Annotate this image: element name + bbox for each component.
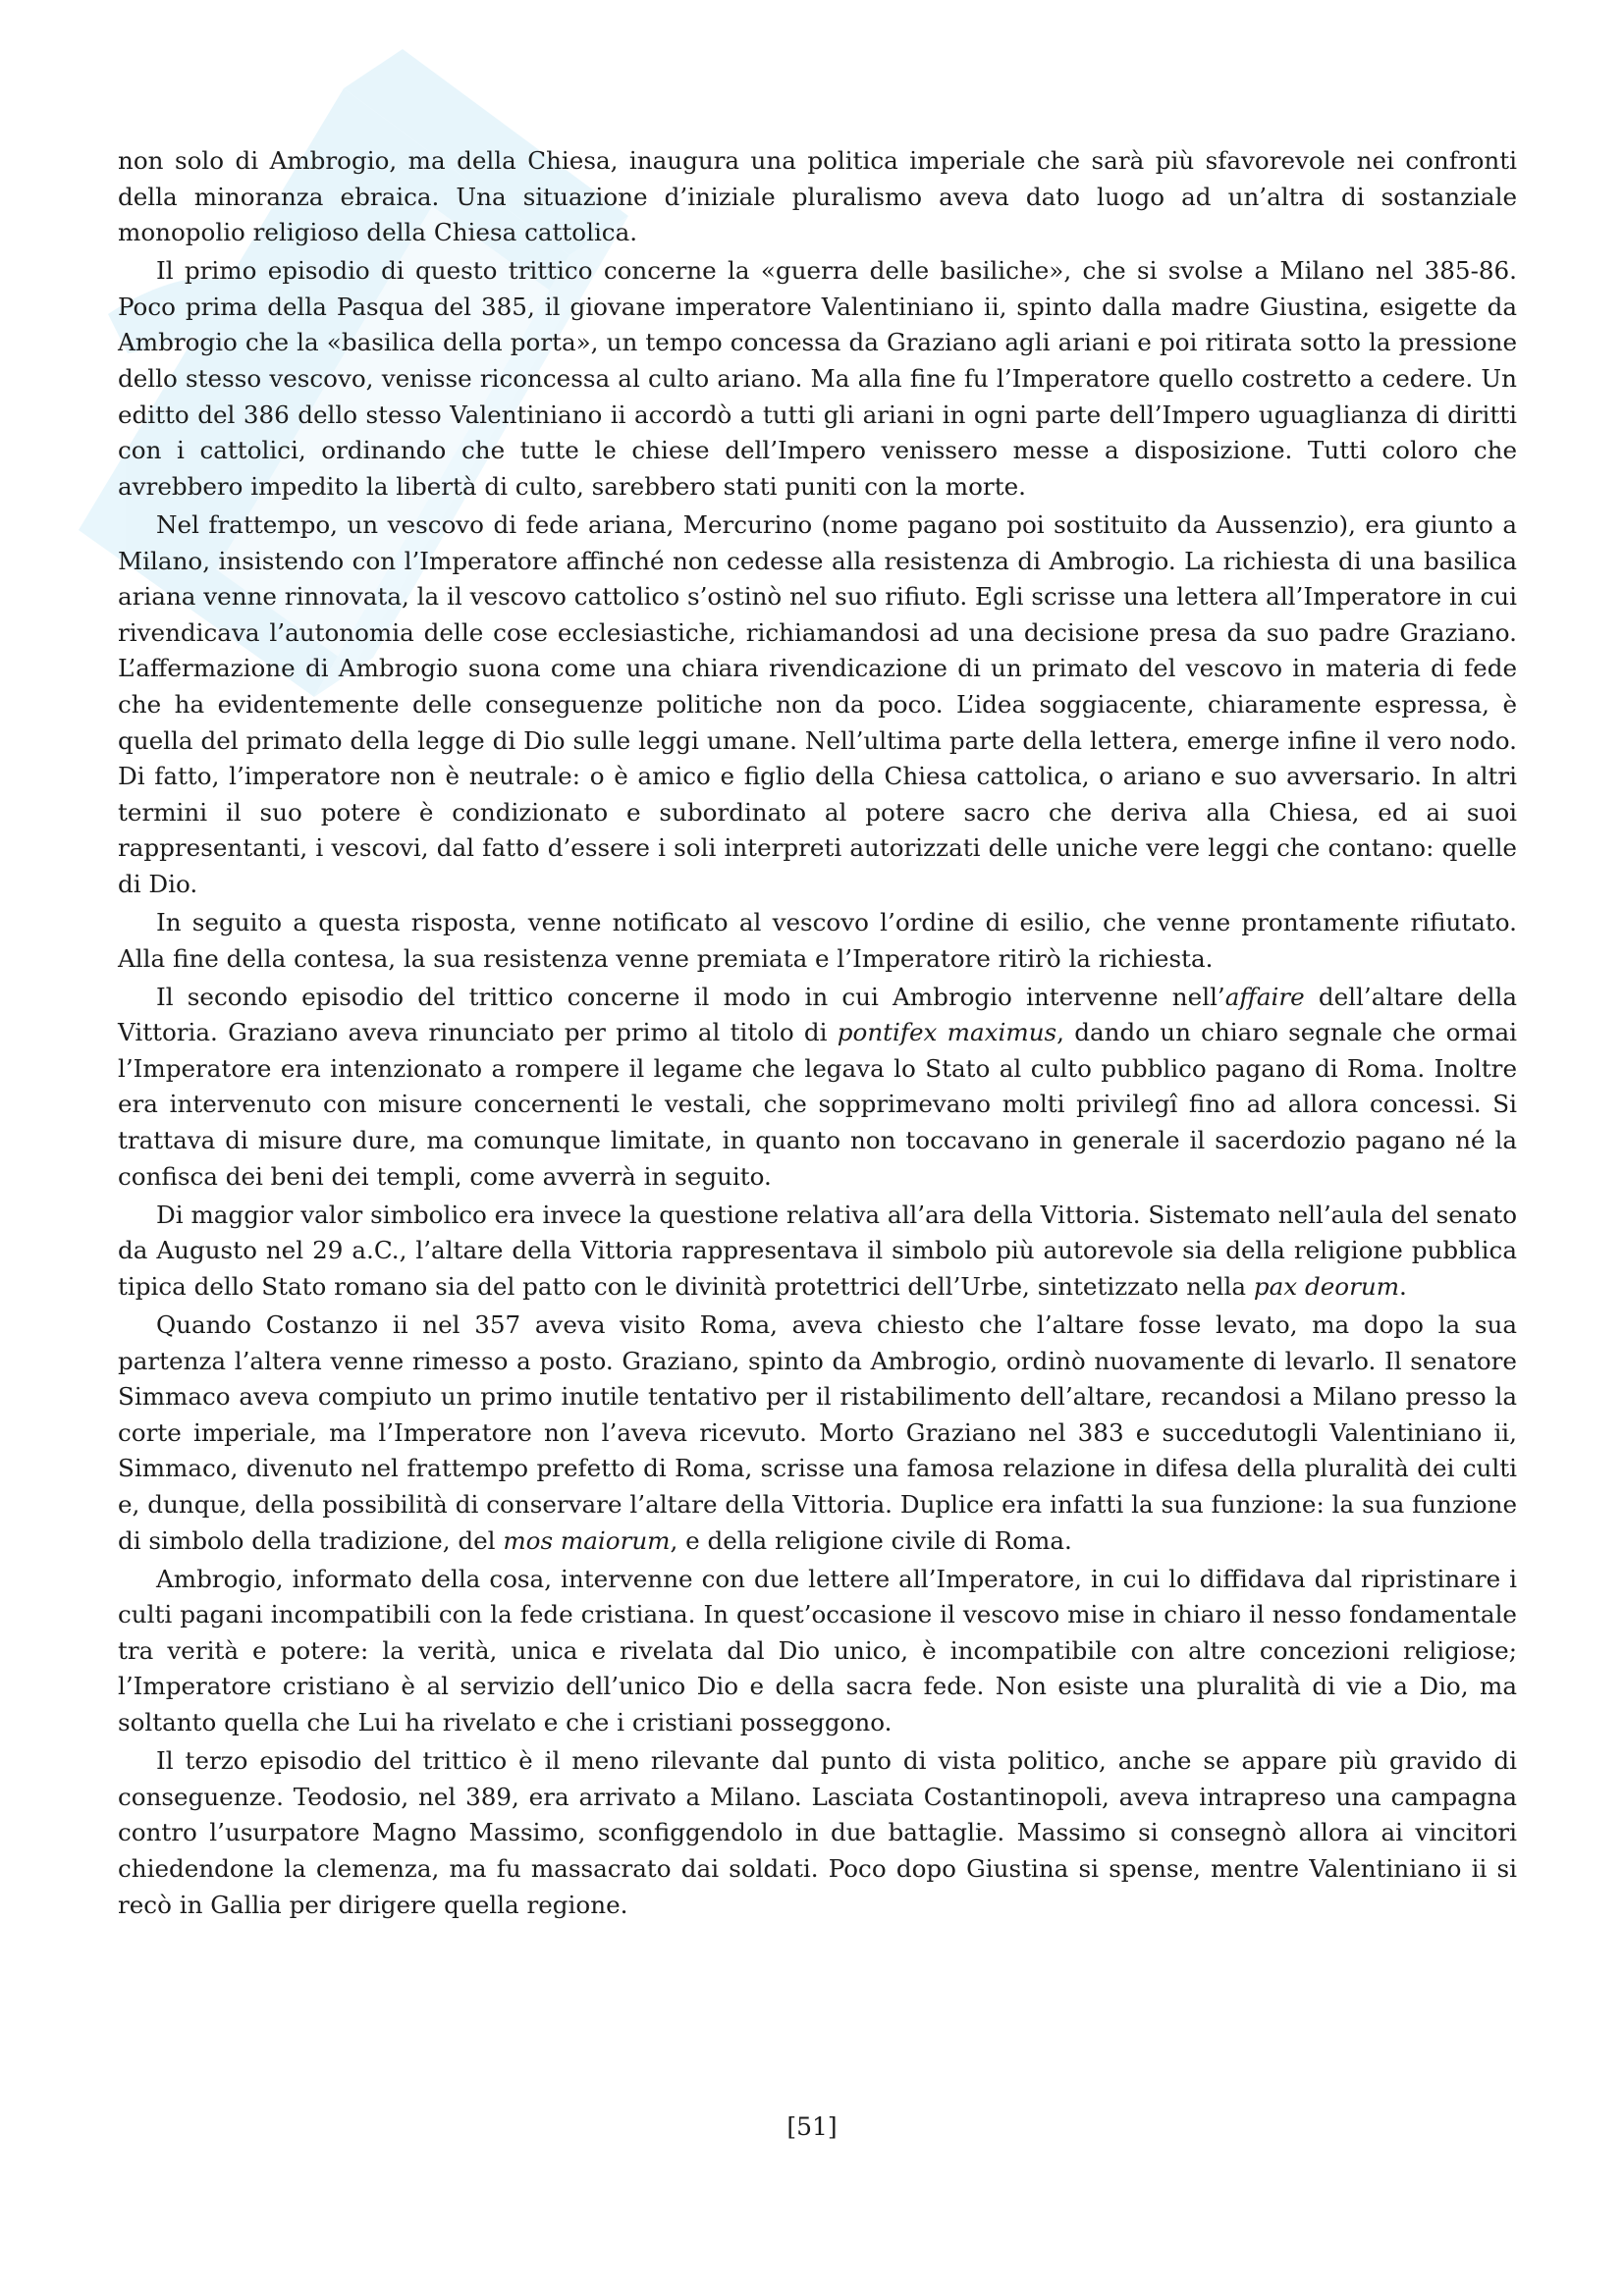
paragraph-7-text-a: Quando Costanzo ii nel 357 aveva visito Roma, aveva chiesto che l’altare fosse levato, ma dopo la sua partenza l’altera venne rimesso a posto. Graziano, spinto da Ambrogio, ordinò nuovamente di levarlo. Il senatore Simmaco aveva compiuto un primo inutile tentativo per il ristabilimento dell’altare, recandosi a Milano presso la corte imperiale, ma l’Imperatore non l’aveva ricevuto. Morto Graziano nel 383 e succedutogli Valentiniano ii, Simmaco, divenuto nel frattempo prefetto di Roma, scrisse una famosa relazione in difesa della pluralità dei culti e, dunque, della possibilità di conservare l’altare della Vittoria. Duplice era infatti la sua funzione: la sua funzione di simbolo della tradizione, del xyxy=(118,1310,1517,1555)
paragraph-7-italic-mos-maiorum: mos maiorum xyxy=(503,1525,671,1555)
paragraph-4: In seguito a questa risposta, venne notificato al vescovo l’ordine di esilio, che venne prontamente rifiutato. Alla fine della contesa, la sua resistenza venne premiata e l’Imperatore ritirò la richiesta. xyxy=(118,907,1517,973)
body-text xyxy=(118,143,1517,1926)
paragraph-6-text-c: . xyxy=(1399,1271,1407,1301)
paragraph-6 xyxy=(118,1198,1517,1306)
paragraph-5-italic-pontifex: pontifex maximus xyxy=(837,1018,1057,1047)
paragraph-5-text-c: dell’altare della Vittoria. Graziano aveva rinunciato per primo al titolo di xyxy=(118,982,1517,1047)
paragraph-1: non solo di Ambrogio, ma della Chiesa, inaugura una politica imperiale che sarà più sfavorevole nei confronti della minoranza ebraica. Una situazione d’iniziale pluralismo aveva dato luogo ad un’altra di sostanziale monopolio religioso della Chiesa cattolica. xyxy=(118,146,1517,247)
paragraph-5-italic-affaire: affaire xyxy=(1224,982,1305,1011)
paragraph-9: Il terzo episodio del trittico è il meno rilevante dal punto di vista politico, anche se appare più gravido di conseguenze. Teodosio, nel 389, era arrivato a Milano. Lasciata Costantinopoli, aveva intrapreso una campagna contro l’usurpatore Magno Massimo, sconfiggendolo in due battaglie. Massimo si consegnò allora ai vincitori chiedendone la clemenza, ma fu massacrato dai soldati. Poco dopo Giustina si spense, mentre Valentiniano ii si recò in Gallia per dirigere quella regione. xyxy=(118,1746,1517,1919)
paragraph-7 xyxy=(118,1308,1517,1559)
paragraph-6-italic-pax-deorum: pax deorum xyxy=(1253,1271,1400,1301)
paragraph-6-text-a: Di maggior valor simbolico era invece la questione relativa all’ara della Vittoria. Sistemato nell’aula del senato da Augusto nel 29 a.C., l’altare della Vittoria rappresentava il simbolo più autorevole sia della religione pubblica tipica dello Stato romano sia del patto con le divinità protettrici dell’Urbe, sintetizzato nella xyxy=(118,1200,1517,1301)
paragraph-5-text-a: Il secondo episodio del trittico concerne il modo in cui Ambrogio intervenne nell’ xyxy=(156,982,1225,1011)
paragraph-3: Nel frattempo, un vescovo di fede ariana, Mercurino (nome pagano poi sostituito da Aussenzio), era giunto a Milano, insistendo con l’Imperatore affinché non cedesse alla resistenza di Ambrogio. La richiesta di una basilica ariana venne rinnovata, la il vescovo cattolico s’ostinò nel suo rifiuto. Egli scrisse una lettera all’Imperatore in cui rivendicava l’autonomia delle cose ecclesiastiche, richiamandosi ad una decisione presa da suo padre Graziano. L’affermazione di Ambrogio suona come una chiara rivendicazione di un primato del vescovo in materia di fede che ha evidentemente delle conseguenze politiche non da poco. L’idea soggiacente, chiaramente espressa, è quella del primato della legge di Dio sulle leggi umane. Nell’ultima parte della lettera, emerge infine il vero nodo. Di fatto, l’imperatore non è neutrale: o è amico e figlio della Chiesa cattolica, o ariano e suo avversario. In altri termini il suo potere è condizionato e subordinato al potere sacro che deriva alla Chiesa, ed ai suoi rappresentanti, i vescovi, dal fatto d’essere i soli interpreti autorizzati delle uniche vere leggi che contano: quelle di Dio. xyxy=(118,509,1517,898)
paragraph-8: Ambrogio, informato della cosa, intervenne con due lettere all’Imperatore, in cui lo diffidava dal ripristinare i culti pagani incompatibili con la fede cristiana. In quest’occasione il vescovo mise in chiaro il nesso fondamentale tra verità e potere: la verità, unica e rivelata dal Dio unico, è incompatibile con altre concezioni religiose; l’Imperatore cristiano è al servizio dell’unico Dio e della sacra fede. Non esiste una pluralità di vie a Dio, ma soltanto quella che Lui ha rivelato e che i cristiani posseggono. xyxy=(118,1564,1517,1737)
paragraph-7-text-c: , e della religione civile di Roma. xyxy=(670,1525,1072,1555)
paragraph-5 xyxy=(118,980,1517,1196)
paragraph-5-text-e: , dando un chiaro segnale che ormai l’Imperatore era intenzionato a rompere il legame che legava lo Stato al culto pubblico pagano di Roma. Inoltre era intervenuto con misure concernenti le vestali, che sopprimevano molti privilegî fino ad allora concessi. Si trattava di misure dure, ma comunque limitate, in quanto non toccavano in generale il sacerdozio pagano né la confisca dei beni dei templi, come avverrà in seguito. xyxy=(118,1018,1517,1191)
page-number: [51] xyxy=(786,2112,838,2141)
paragraph-2: Il primo episodio di questo trittico concerne la «guerra delle basiliche», che si svolse a Milano nel 385-86. Poco prima della Pasqua del 385, il giovane imperatore Valentiniano ii, spinto dalla madre Giustina, esigette da Ambrogio che la «basilica della porta», un tempo concessa da Graziano agli ariani e poi ritirata sotto la pressione dello stesso vescovo, venisse riconcessa al culto ariano. Ma alla fine fu l’Imperatore quello costretto a cedere. Un editto del 386 dello stesso Valentiniano ii accordò a tutti gli ariani in ogni parte dell’Impero uguaglianza di diritti con i cattolici, ordinando che tutte le chiese dell’Impero venissero messe a disposizione. Tutti coloro che avrebbero impedito la libertà di culto, sarebbero stati puniti con la morte. xyxy=(118,256,1517,501)
